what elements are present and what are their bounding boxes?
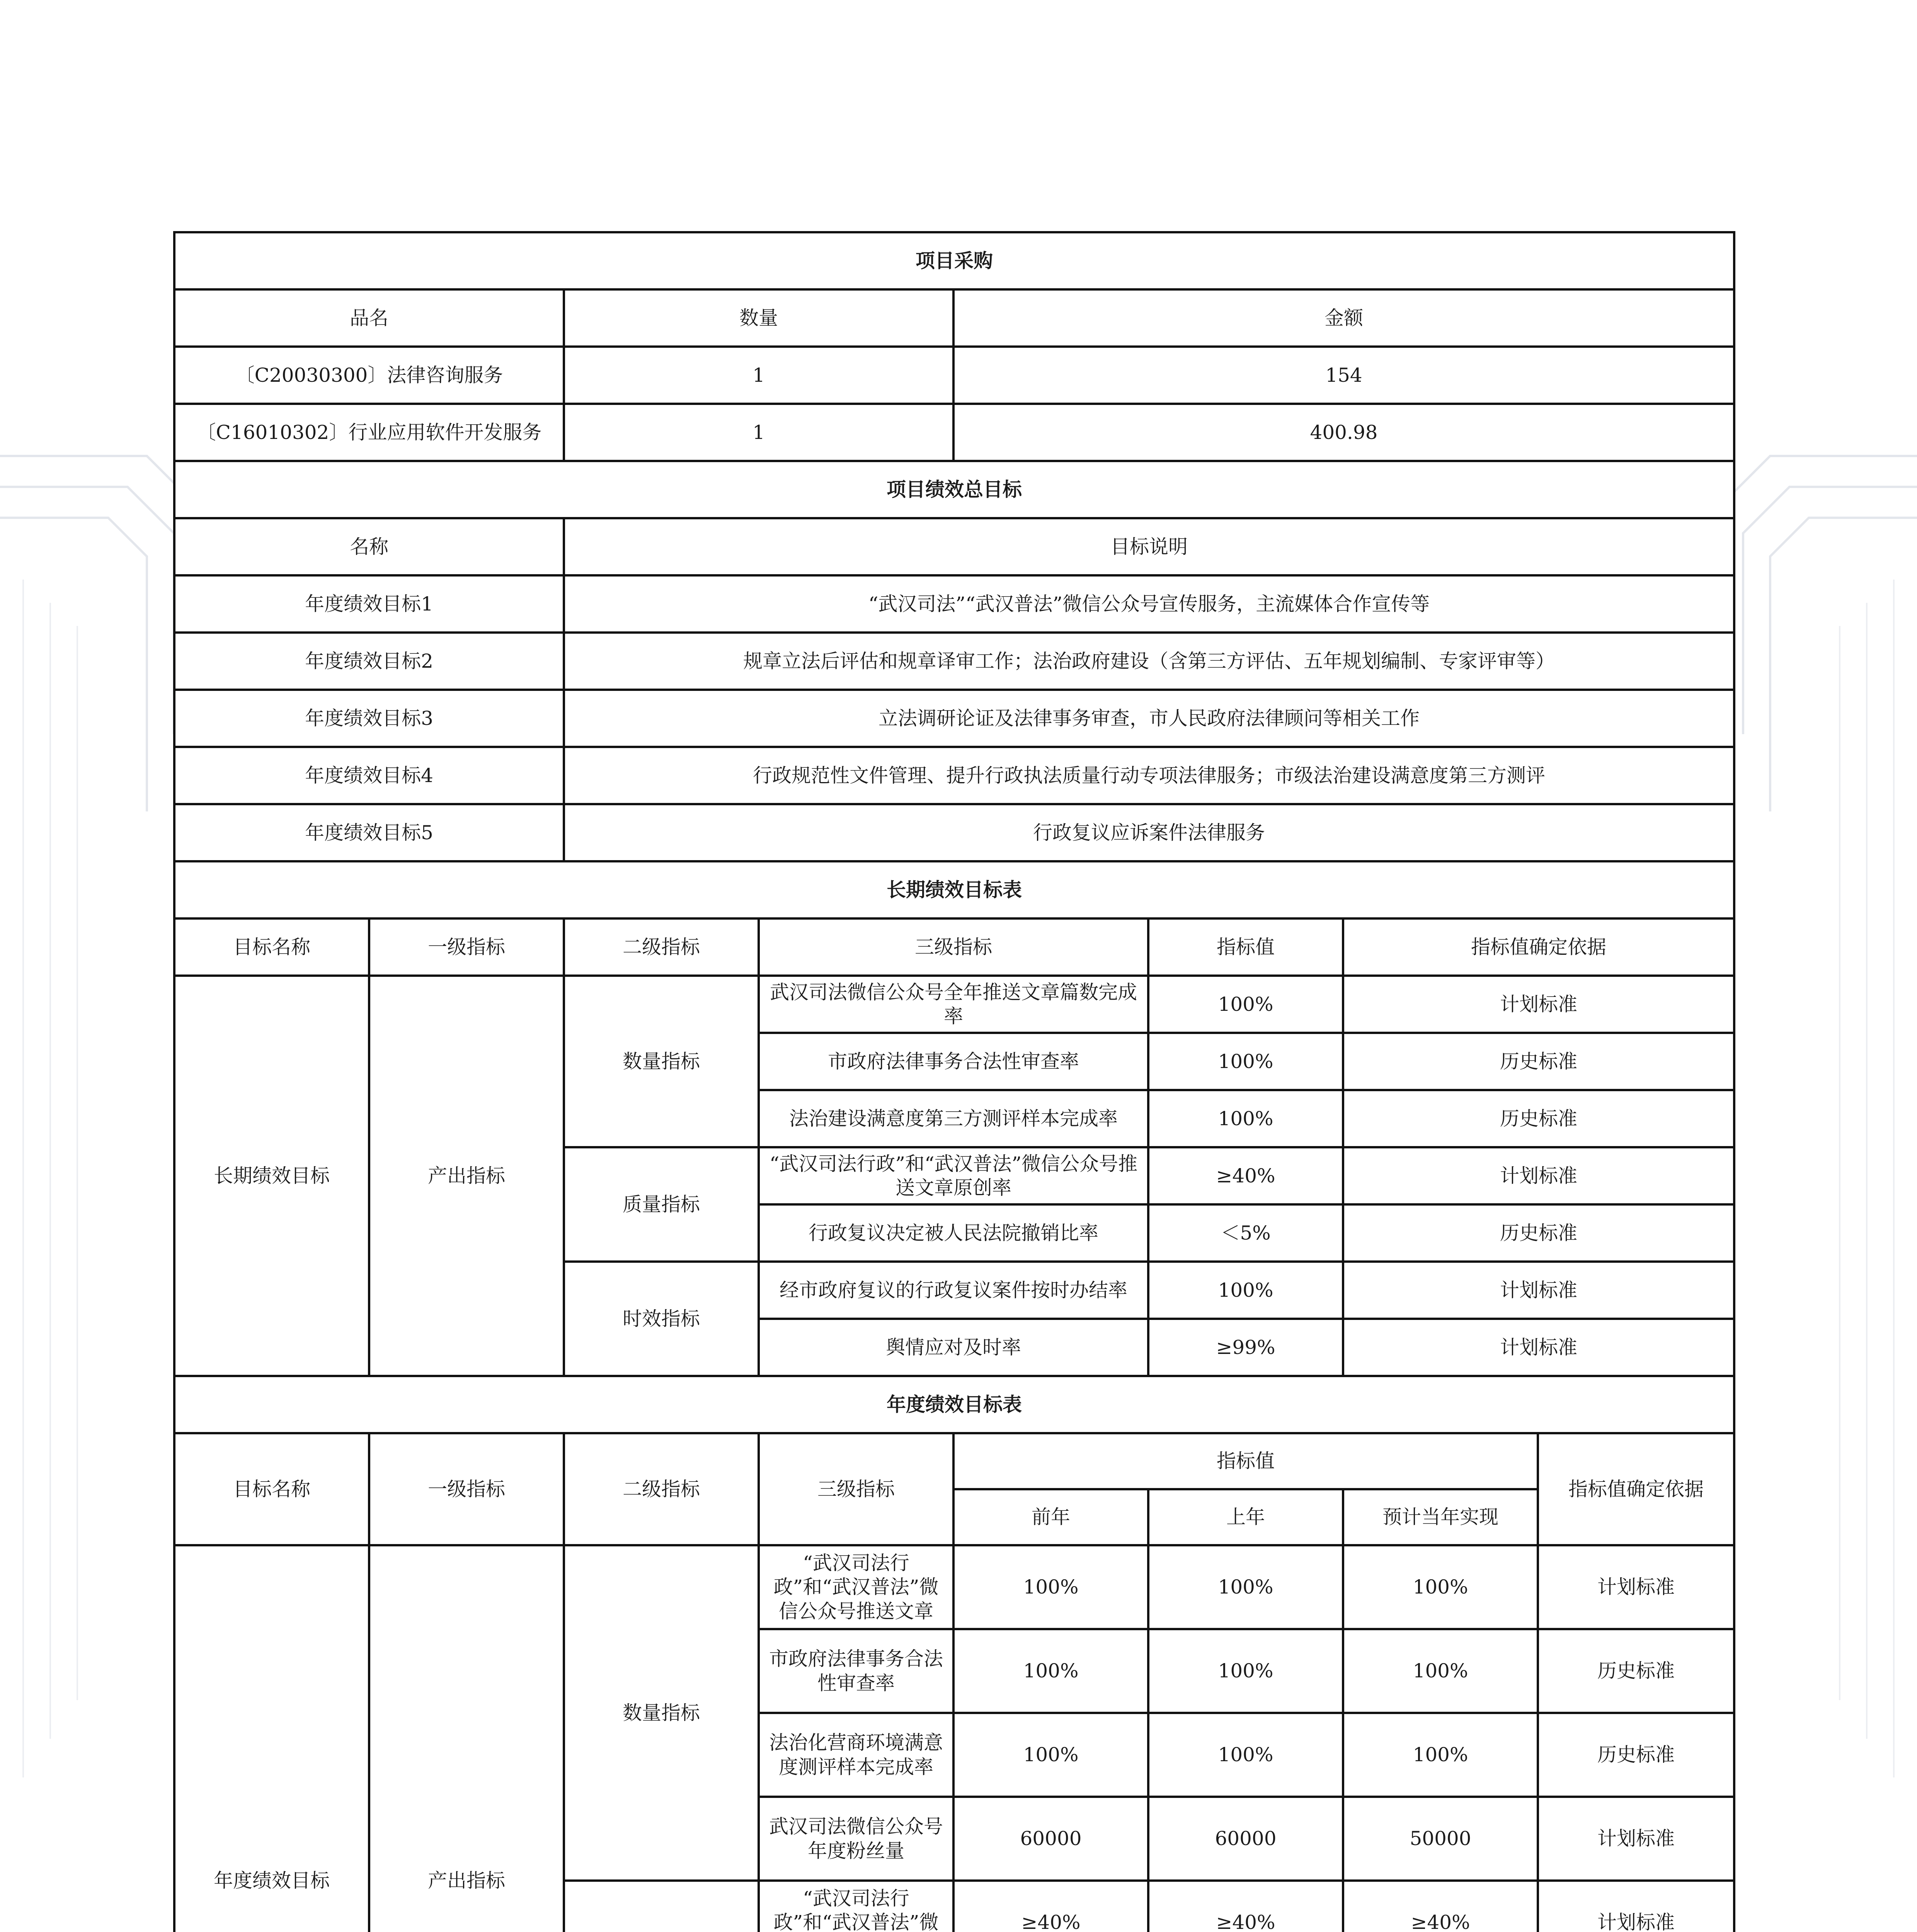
overall-row (174, 690, 1734, 747)
item-quantity: 1 (564, 347, 953, 404)
procurement-title-row (174, 232, 1734, 289)
header-name: 名称 (174, 518, 564, 575)
indicator-level3: 经市政府复议的行政复议案件按时办结率 (759, 1262, 1148, 1319)
header-level1: 一级指标 (369, 1433, 564, 1545)
goal-description: “武汉司法”“武汉普法”微信公众号宣传服务，主流媒体合作宣传等 (564, 575, 1734, 633)
indicator-level3: 市政府法律事务合法性审查率 (759, 1629, 953, 1713)
indicator-level3: 行政复议决定被人民法院撤销比率 (759, 1204, 1148, 1262)
annual-row (174, 1545, 1734, 1629)
indicator-level3: 法治化营商环境满意度测评样本完成率 (759, 1713, 953, 1797)
indicator-last: 60000 (1148, 1797, 1343, 1881)
header-quantity: 数量 (564, 289, 953, 347)
indicator-prev: 100% (953, 1629, 1148, 1713)
annual-header-row (174, 1433, 1734, 1489)
indicator-basis: 历史标准 (1343, 1204, 1734, 1262)
indicator-basis: 计划标准 (1343, 1319, 1734, 1376)
longterm-level2: 数量指标 (564, 976, 759, 1147)
indicator-basis: 历史标准 (1343, 1033, 1734, 1090)
longterm-level1: 产出指标 (369, 976, 564, 1376)
goal-name: 年度绩效目标2 (174, 633, 564, 690)
goal-name: 年度绩效目标3 (174, 690, 564, 747)
overall-row (174, 633, 1734, 690)
header-level3: 三级指标 (759, 918, 1148, 976)
longterm-row (174, 976, 1734, 1033)
indicator-level3: 武汉司法微信公众号年度粉丝量 (759, 1797, 953, 1881)
longterm-title-row (174, 861, 1734, 918)
header-basis: 指标值确定依据 (1343, 918, 1734, 976)
indicator-value: ≥40% (1148, 1147, 1343, 1204)
indicator-last: ≥40% (1148, 1881, 1343, 1932)
annual-title: 年度绩效目标表 (174, 1376, 1734, 1433)
goal-description: 行政规范性文件管理、提升行政执法质量行动专项法律服务；市级法治建设满意度第三方测评 (564, 747, 1734, 804)
item-quantity: 1 (564, 404, 953, 461)
indicator-basis: 计划标准 (1343, 1262, 1734, 1319)
indicator-expected: 100% (1343, 1545, 1538, 1629)
indicator-prev: 60000 (953, 1797, 1148, 1881)
procurement-header-row (174, 289, 1734, 347)
header-description: 目标说明 (564, 518, 1734, 575)
goal-name: 年度绩效目标5 (174, 804, 564, 861)
header-level1: 一级指标 (369, 918, 564, 976)
indicator-value: ≥99% (1148, 1319, 1343, 1376)
indicator-level3: “武汉司法行政”和“武汉普法”微信公众号推送文章 (759, 1545, 953, 1629)
indicator-last: 100% (1148, 1545, 1343, 1629)
indicator-basis: 历史标准 (1343, 1090, 1734, 1147)
overall-header-row (174, 518, 1734, 575)
indicator-prev: 100% (953, 1545, 1148, 1629)
annual-level1: 产出指标 (369, 1545, 564, 1932)
header-amount: 金额 (953, 289, 1734, 347)
indicator-expected: ≥40% (1343, 1881, 1538, 1932)
indicator-last: 100% (1148, 1629, 1343, 1713)
header-value-group: 指标值 (953, 1433, 1538, 1489)
goal-name: 年度绩效目标1 (174, 575, 564, 633)
item-amount: 400.98 (953, 404, 1734, 461)
indicator-level3: “武汉司法行政”和“武汉普法”微 (759, 1881, 953, 1932)
budget-table (173, 231, 1735, 1932)
procurement-row (174, 347, 1734, 404)
indicator-value: ＜5% (1148, 1204, 1343, 1262)
indicator-prev: 100% (953, 1713, 1148, 1797)
goal-description: 规章立法后评估和规章译审工作；法治政府建设（含第三方评估、五年规划编制、专家评审等） (564, 633, 1734, 690)
procurement-title: 项目采购 (174, 232, 1734, 289)
header-value: 指标值 (1148, 918, 1343, 976)
indicator-expected: 100% (1343, 1629, 1538, 1713)
annual-level2 (564, 1881, 759, 1932)
longterm-level2: 时效指标 (564, 1262, 759, 1376)
goal-description: 立法调研论证及法律事务审查，市人民政府法律顾问等相关工作 (564, 690, 1734, 747)
indicator-expected: 100% (1343, 1713, 1538, 1797)
indicator-level3: 舆情应对及时率 (759, 1319, 1148, 1376)
indicator-value: 100% (1148, 1033, 1343, 1090)
indicator-prev: ≥40% (953, 1881, 1148, 1932)
indicator-basis: 计划标准 (1538, 1797, 1734, 1881)
header-level2: 二级指标 (564, 1433, 759, 1545)
indicator-basis: 计划标准 (1538, 1545, 1734, 1629)
header-level3: 三级指标 (759, 1433, 953, 1545)
indicator-basis: 计划标准 (1343, 976, 1734, 1033)
longterm-header-row (174, 918, 1734, 976)
annual-level2: 数量指标 (564, 1545, 759, 1881)
annual-goal-name: 年度绩效目标 (174, 1545, 369, 1932)
indicator-level3: 市政府法律事务合法性审查率 (759, 1033, 1148, 1090)
item-amount: 154 (953, 347, 1734, 404)
indicator-basis: 历史标准 (1538, 1713, 1734, 1797)
indicator-level3: 法治建设满意度第三方测评样本完成率 (759, 1090, 1148, 1147)
overall-title: 项目绩效总目标 (174, 461, 1734, 518)
overall-row (174, 747, 1734, 804)
item-name: 〔C20030300〕法律咨询服务 (174, 347, 564, 404)
indicator-basis: 计划标准 (1538, 1881, 1734, 1932)
header-item-name: 品名 (174, 289, 564, 347)
header-level2: 二级指标 (564, 918, 759, 976)
item-name: 〔C16010302〕行业应用软件开发服务 (174, 404, 564, 461)
header-expected: 预计当年实现 (1343, 1489, 1538, 1545)
overall-row (174, 804, 1734, 861)
procurement-row (174, 404, 1734, 461)
indicator-level3: “武汉司法行政”和“武汉普法”微信公众号推送文章原创率 (759, 1147, 1148, 1204)
indicator-value: 100% (1148, 1090, 1343, 1147)
indicator-level3: 武汉司法微信公众号全年推送文章篇数完成率 (759, 976, 1148, 1033)
indicator-basis: 历史标准 (1538, 1629, 1734, 1713)
overall-title-row (174, 461, 1734, 518)
indicator-value: 100% (1148, 1262, 1343, 1319)
header-goal-name: 目标名称 (174, 1433, 369, 1545)
indicator-basis: 计划标准 (1343, 1147, 1734, 1204)
goal-description: 行政复议应诉案件法律服务 (564, 804, 1734, 861)
overall-row (174, 575, 1734, 633)
indicator-value: 100% (1148, 976, 1343, 1033)
header-prev-year: 前年 (953, 1489, 1148, 1545)
header-goal-name: 目标名称 (174, 918, 369, 976)
longterm-goal-name: 长期绩效目标 (174, 976, 369, 1376)
longterm-level2: 质量指标 (564, 1147, 759, 1262)
header-basis: 指标值确定依据 (1538, 1433, 1734, 1545)
goal-name: 年度绩效目标4 (174, 747, 564, 804)
indicator-last: 100% (1148, 1713, 1343, 1797)
annual-title-row (174, 1376, 1734, 1433)
longterm-title: 长期绩效目标表 (174, 861, 1734, 918)
indicator-expected: 50000 (1343, 1797, 1538, 1881)
header-last-year: 上年 (1148, 1489, 1343, 1545)
